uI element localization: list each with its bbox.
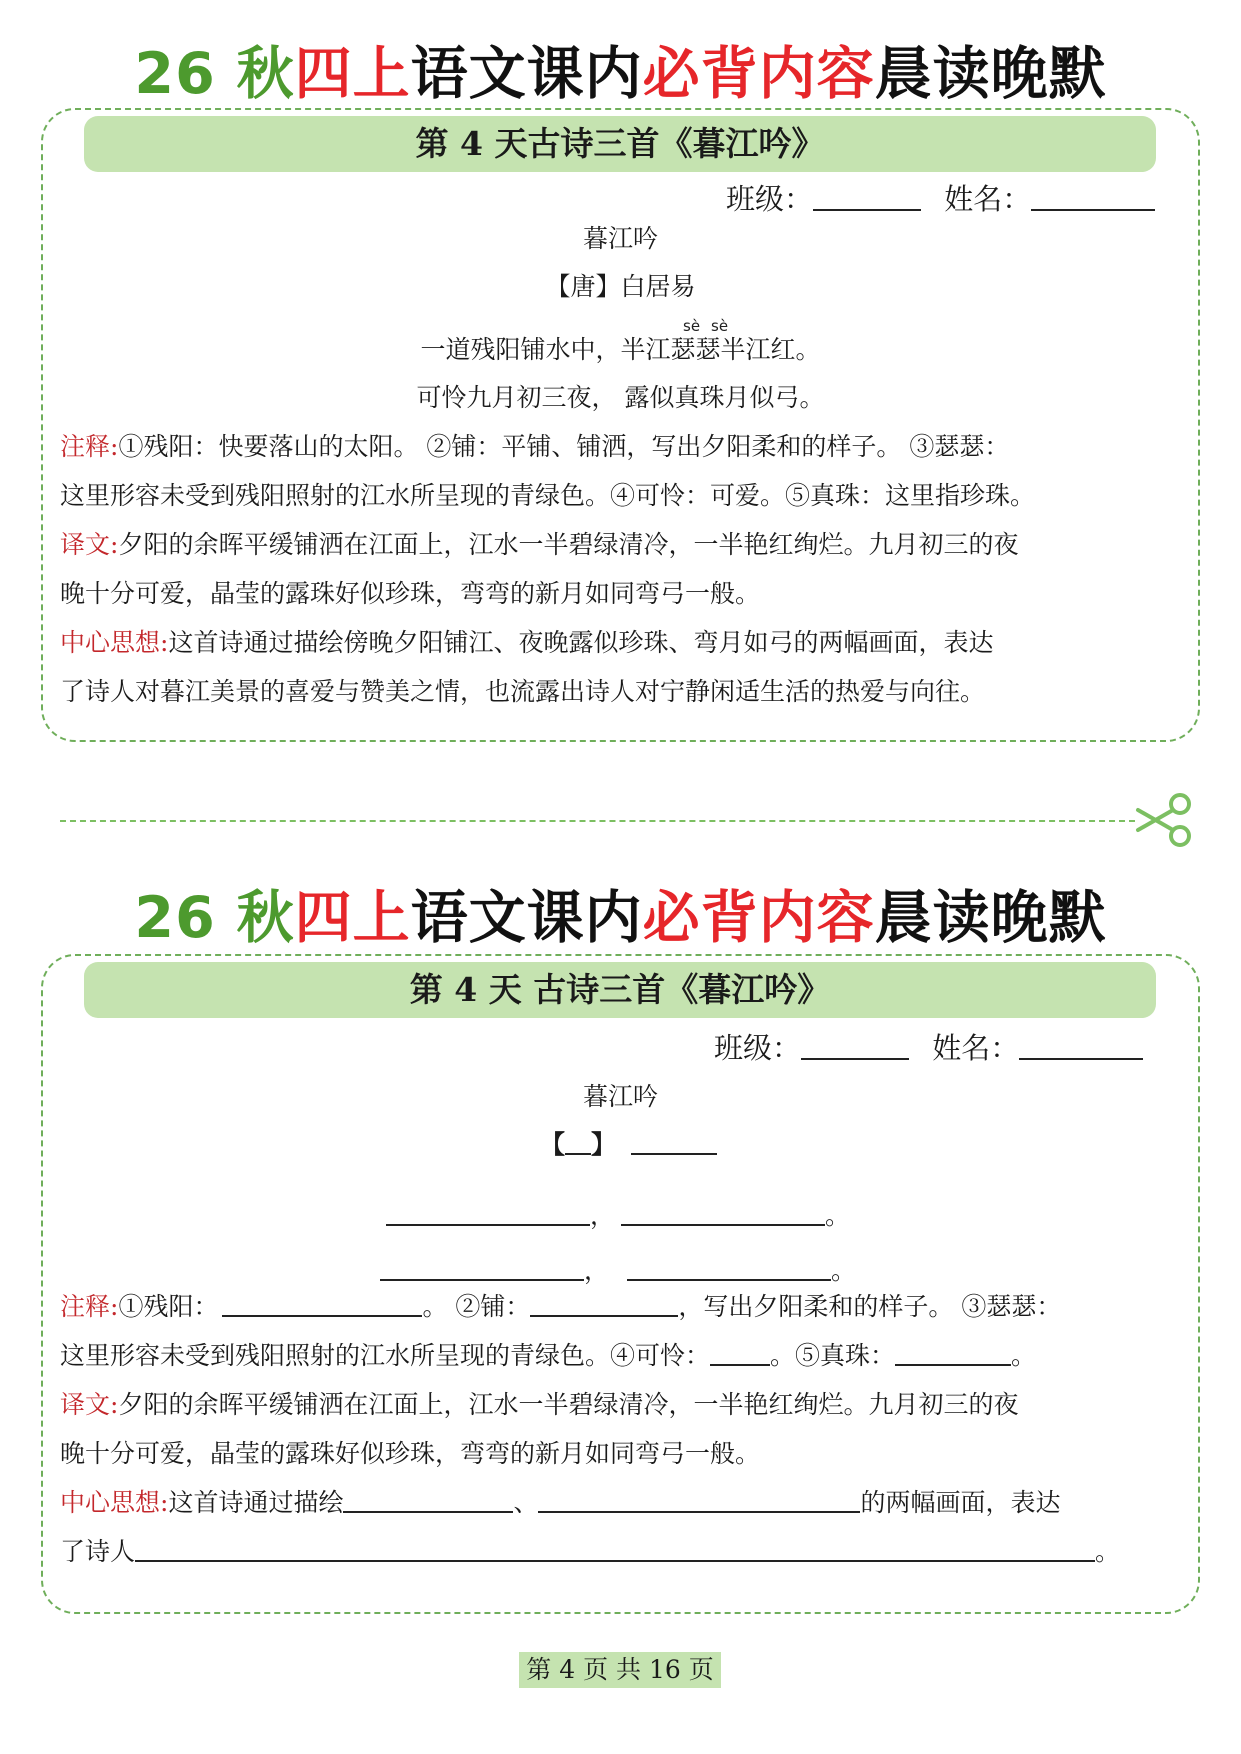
lesson-banner: 第 4 天 古诗三首《暮江吟》: [84, 962, 1156, 1018]
class-blank[interactable]: [813, 185, 921, 211]
central-idea-label: 中心思想:: [60, 1488, 169, 1517]
cut-line: [60, 820, 1135, 822]
scissors-icon: [1134, 790, 1196, 850]
class-blank[interactable]: [801, 1034, 909, 1060]
notes-line-2: 这里形容未受到残阳照射的江水所呈现的青绿色。④可怜：可爱。⑤真珠：这里指珍珠。: [60, 481, 1036, 510]
page-number: 第 4 页 共 16 页: [519, 1652, 721, 1688]
page-title: 26 秋四上语文课内必背内容晨读晚默: [134, 41, 1107, 107]
translation-line-1: 译文:夕阳的余晖平缓铺洒在江面上，江水一半碧绿清冷，一半艳红绚烂。九月初三的夜: [60, 530, 1019, 559]
translation-label: 译文:: [60, 1390, 119, 1419]
poem-fill-line-2: ， 。: [380, 1254, 856, 1288]
class-name-row: 班级： 姓名：: [726, 182, 1155, 216]
central-idea-line-2: 了诗人 。: [60, 1537, 1121, 1566]
poem-blank[interactable]: [627, 1255, 831, 1281]
poem-title: 暮江吟: [582, 224, 658, 253]
note-blank[interactable]: [222, 1291, 422, 1317]
translation-line-2: 晚十分可爱，晶莹的露珠好似珍珠，弯弯的新月如同弯弓一般。: [60, 579, 761, 608]
lesson-banner: 第 4 天古诗三首《暮江吟》: [84, 116, 1156, 172]
idea-blank[interactable]: [343, 1487, 513, 1513]
central-idea-line-2: 了诗人对暮江美景的喜爱与赞美之情，也流露出诗人对宁静闲适生活的热爱与向往。: [60, 677, 986, 706]
name-blank[interactable]: [1019, 1034, 1143, 1060]
central-idea-line-1: 中心思想:这首诗通过描绘傍晚夕阳铺江、夜晚露似珍珠、弯月如弓的两幅画面，表达: [60, 628, 994, 657]
notes-line-1: 注释:①残阳：快要落山的太阳。 ②铺：平铺、铺洒，写出夕阳柔和的样子。 ③瑟瑟：: [60, 432, 1010, 461]
page-title: 26 秋四上语文课内必背内容晨读晚默: [134, 885, 1107, 951]
poem-fill-line-1: ， 。: [386, 1199, 850, 1233]
notes-line-2: 这里形容未受到残阳照射的江水所呈现的青绿色。④可怜： 。⑤真珠： 。: [60, 1341, 1037, 1370]
author-blank[interactable]: [631, 1129, 717, 1155]
class-name-row: 班级： 姓名：: [714, 1031, 1143, 1065]
author-fill-row: 【 】: [540, 1128, 717, 1162]
note-blank[interactable]: [895, 1340, 1011, 1366]
poem-author: 【唐】白居易: [545, 272, 696, 301]
idea-blank[interactable]: [135, 1536, 1095, 1562]
notes-label: 注释:: [60, 432, 119, 461]
central-idea-line-1: 中心思想:这首诗通过描绘 、 的两幅画面，表达: [60, 1488, 1061, 1517]
translation-label: 译文:: [60, 530, 119, 559]
poem-blank[interactable]: [380, 1255, 584, 1281]
poem-blank[interactable]: [386, 1200, 590, 1226]
dynasty-blank[interactable]: [565, 1129, 591, 1155]
poem-blank[interactable]: [621, 1200, 825, 1226]
translation-line-1: 译文:夕阳的余晖平缓铺洒在江面上，江水一半碧绿清冷，一半艳红绚烂。九月初三的夜: [60, 1390, 1019, 1419]
translation-line-2: 晚十分可爱，晶莹的露珠好似珍珠，弯弯的新月如同弯弓一般。: [60, 1439, 761, 1468]
name-blank[interactable]: [1031, 185, 1155, 211]
pinyin-annotation: sè: [711, 317, 729, 335]
poem-line-1: 一道残阳铺水中，半江瑟瑟半江红。: [420, 335, 821, 364]
poem-line-2: 可怜九月初三夜， 露似真珠月似弓。: [416, 383, 825, 412]
note-blank[interactable]: [530, 1291, 678, 1317]
pinyin-annotation: sè: [683, 317, 701, 335]
note-blank[interactable]: [710, 1340, 770, 1366]
notes-line-1: 注释:①残阳： 。 ②铺： ，写出夕阳柔和的样子。 ③瑟瑟：: [60, 1292, 1062, 1321]
notes-label: 注释:: [60, 1292, 119, 1321]
poem-title: 暮江吟: [582, 1082, 658, 1111]
idea-blank[interactable]: [538, 1487, 860, 1513]
central-idea-label: 中心思想:: [60, 628, 169, 657]
